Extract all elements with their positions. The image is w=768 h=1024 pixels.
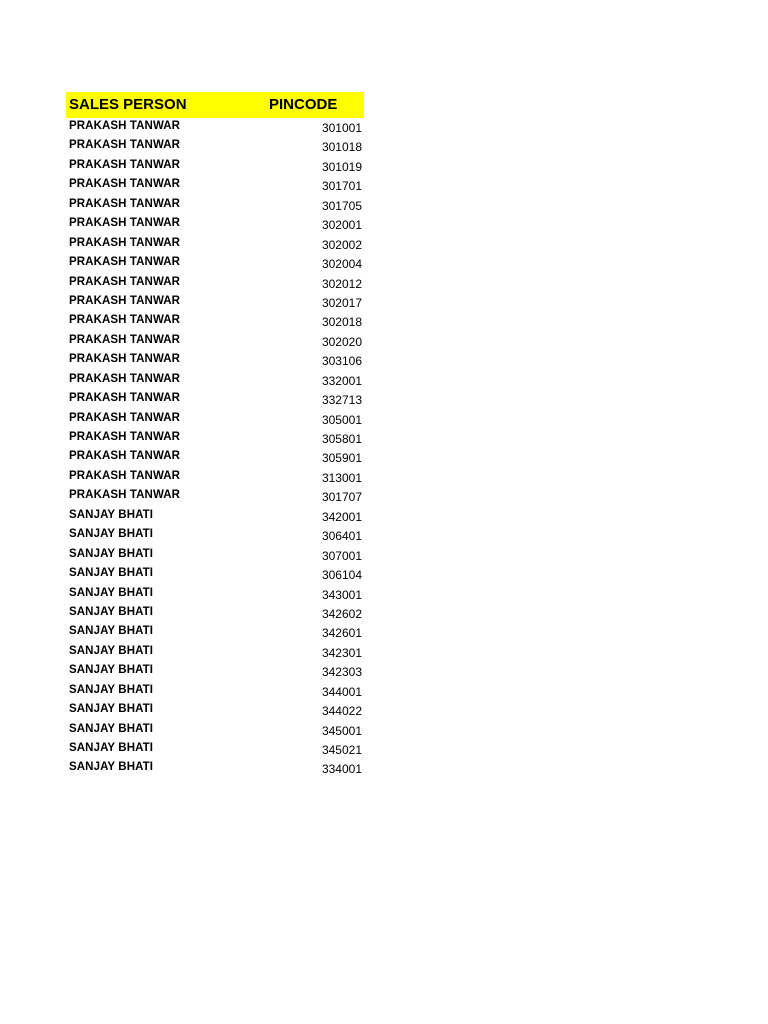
pincode-cell: 306104 — [321, 568, 362, 583]
sales-person-cell: PRAKASH TANWAR — [69, 294, 181, 307]
table-row — [66, 526, 364, 545]
pincode-cell: 306401 — [321, 529, 362, 544]
table-row — [66, 429, 364, 448]
pincode-cell: 332713 — [321, 393, 362, 408]
pincode-cell: 302002 — [321, 237, 362, 252]
table-row — [66, 585, 364, 604]
table-row — [66, 759, 364, 778]
table-row — [66, 254, 364, 273]
table-row — [66, 721, 364, 740]
sales-person-cell: PRAKASH TANWAR — [69, 450, 181, 463]
table-row — [66, 293, 364, 312]
sales-person-cell: PRAKASH TANWAR — [69, 178, 181, 191]
table-row — [66, 701, 364, 720]
sales-person-cell: PRAKASH TANWAR — [69, 392, 181, 405]
pincode-cell: 343001 — [321, 587, 362, 602]
table-row — [66, 740, 364, 759]
table-row — [66, 371, 364, 390]
table-row — [66, 623, 364, 642]
pincode-cell: 305901 — [321, 451, 362, 466]
pincode-cell: 345001 — [321, 723, 362, 738]
pincode-cell: 342001 — [321, 509, 362, 524]
pincode-cell: 332001 — [321, 373, 362, 388]
sales-person-cell: SANJAY BHATI — [69, 703, 154, 716]
sales-person-cell: SANJAY BHATI — [69, 586, 154, 599]
sales-person-cell: SANJAY BHATI — [69, 567, 154, 580]
pincode-cell: 305001 — [321, 412, 362, 427]
table-row — [66, 332, 364, 351]
table-row — [66, 137, 364, 156]
sales-person-cell: SANJAY BHATI — [69, 644, 154, 657]
sales-person-cell: SANJAY BHATI — [69, 664, 154, 677]
table-row — [66, 157, 364, 176]
table-row — [66, 118, 364, 137]
pincode-cell: 313001 — [321, 470, 362, 485]
pincode-cell: 301018 — [321, 140, 362, 155]
pincode-cell: 302012 — [321, 276, 362, 291]
sales-person-cell: PRAKASH TANWAR — [69, 256, 181, 269]
pincode-cell: 301705 — [321, 198, 362, 213]
table-row — [66, 390, 364, 409]
pincode-cell: 302020 — [321, 334, 362, 349]
table-row — [66, 410, 364, 429]
sales-pincode-table — [66, 92, 364, 779]
sales-person-cell: SANJAY BHATI — [69, 605, 154, 618]
pincode-cell: 303106 — [321, 354, 362, 369]
table-row — [66, 487, 364, 506]
pincode-cell: 301019 — [321, 159, 362, 174]
pincode-cell: 302001 — [321, 218, 362, 233]
sales-person-cell: SANJAY BHATI — [69, 625, 154, 638]
sales-person-cell: PRAKASH TANWAR — [69, 489, 181, 502]
table-row — [66, 604, 364, 623]
sales-person-cell: SANJAY BHATI — [69, 528, 154, 541]
table-body — [66, 118, 364, 779]
pincode-cell: 305801 — [321, 432, 362, 446]
table-row — [66, 235, 364, 254]
table-row — [66, 448, 364, 467]
sales-person-cell: SANJAY BHATI — [69, 508, 154, 521]
sales-person-cell: PRAKASH TANWAR — [69, 197, 181, 210]
table-row — [66, 274, 364, 293]
table-row — [66, 507, 364, 526]
table-row — [66, 468, 364, 487]
sales-person-cell: PRAKASH TANWAR — [69, 372, 181, 385]
sales-person-cell: PRAKASH TANWAR — [69, 431, 181, 443]
sales-person-cell: SANJAY BHATI — [69, 547, 154, 560]
sales-person-cell: PRAKASH TANWAR — [69, 236, 181, 249]
sales-person-cell: PRAKASH TANWAR — [69, 353, 181, 366]
pincode-cell: 301001 — [321, 121, 362, 135]
sales-person-cell: SANJAY BHATI — [69, 683, 154, 696]
pincode-column-header: PINCODE — [269, 96, 338, 113]
table-row — [66, 565, 364, 584]
pincode-cell: 342301 — [321, 645, 362, 660]
table-row — [66, 176, 364, 195]
pincode-cell: 301707 — [321, 490, 362, 505]
sales-person-cell: PRAKASH TANWAR — [69, 333, 181, 346]
pincode-cell: 302004 — [321, 257, 362, 272]
sales-person-cell: PRAKASH TANWAR — [69, 217, 181, 230]
sales-person-column-header: SALES PERSON — [69, 96, 187, 113]
pincode-cell: 345021 — [321, 743, 362, 757]
pincode-cell: 344022 — [321, 704, 362, 719]
table-row — [66, 546, 364, 565]
table-row — [66, 662, 364, 681]
sales-person-cell: SANJAY BHATI — [69, 742, 154, 754]
sales-person-cell: PRAKASH TANWAR — [69, 120, 181, 132]
pincode-cell: 342602 — [321, 606, 362, 621]
pincode-cell: 342303 — [321, 665, 362, 680]
pincode-cell: 342601 — [321, 626, 362, 641]
table-row — [66, 215, 364, 234]
sales-person-cell: PRAKASH TANWAR — [69, 275, 181, 288]
table-row — [66, 312, 364, 331]
sales-person-cell: PRAKASH TANWAR — [69, 469, 181, 482]
sales-person-cell: SANJAY BHATI — [69, 722, 154, 735]
sales-person-cell: PRAKASH TANWAR — [69, 411, 181, 424]
table-row — [66, 682, 364, 701]
sales-person-cell: PRAKASH TANWAR — [69, 314, 181, 327]
sales-person-cell: PRAKASH TANWAR — [69, 158, 181, 171]
table-header-row — [66, 92, 364, 118]
pincode-cell: 307001 — [321, 548, 362, 563]
pincode-cell: 302018 — [321, 315, 362, 330]
table-row — [66, 351, 364, 370]
sales-person-cell: PRAKASH TANWAR — [69, 139, 181, 152]
pincode-cell: 301701 — [321, 179, 362, 194]
pincode-cell: 334001 — [321, 762, 362, 777]
pincode-cell: 302017 — [321, 295, 362, 310]
pincode-cell: 344001 — [321, 684, 362, 699]
table-row — [66, 643, 364, 662]
table-row — [66, 196, 364, 215]
sales-person-cell: SANJAY BHATI — [69, 761, 154, 774]
